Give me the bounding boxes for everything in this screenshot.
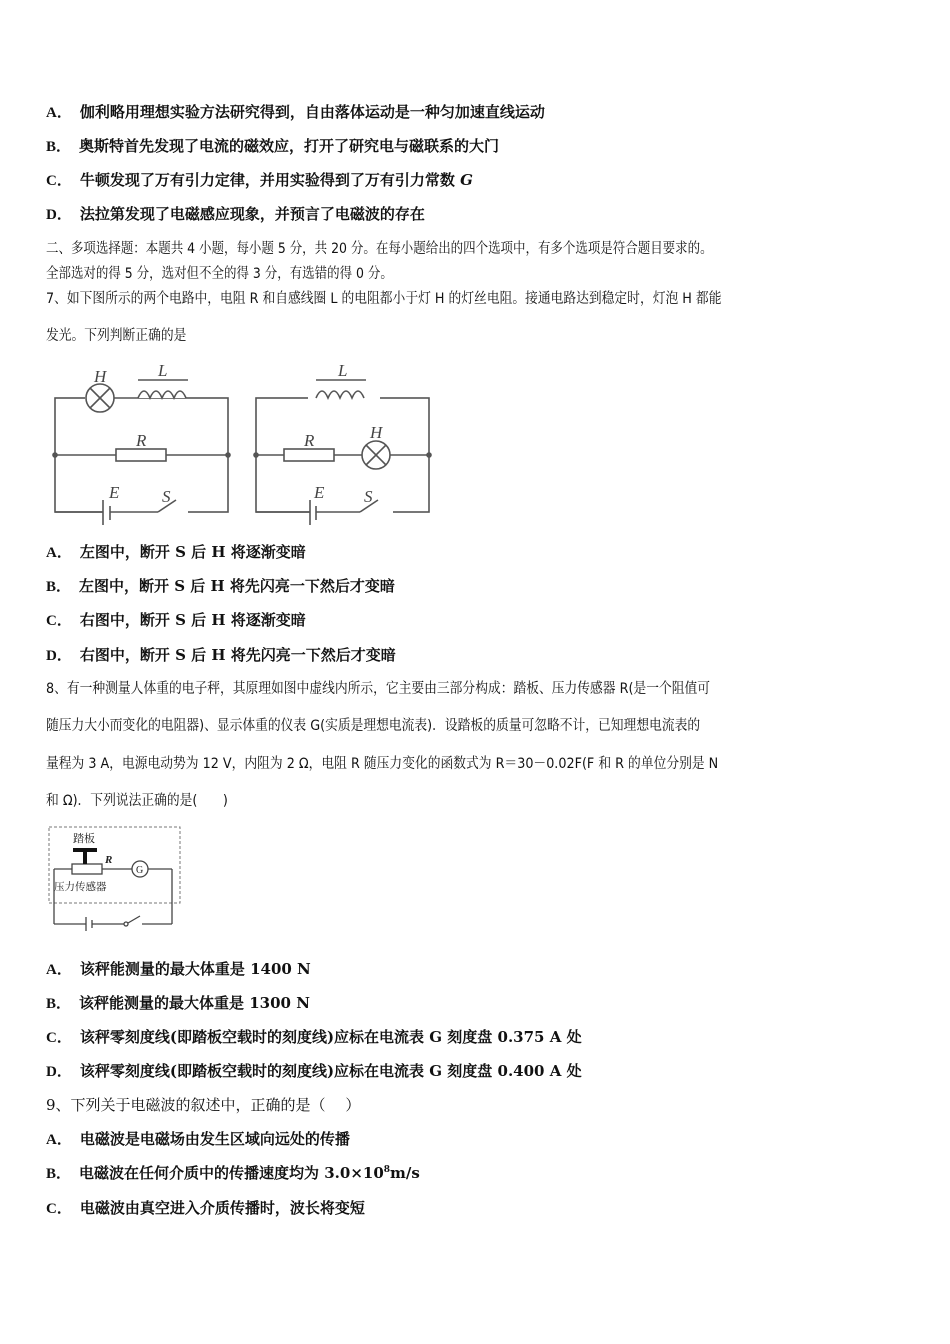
q7-option-d <box>46 645 396 666</box>
label-l-left: L <box>158 361 168 380</box>
q7-stem-line1: 7、如下图所示的两个电路中，电阻 R 和自感线圈 L 的电阻都小于灯 H 的灯丝电阻。接通电路达到稳定时，灯泡 H 都能 <box>46 291 722 307</box>
q6-option-a <box>46 102 545 123</box>
label-pedal: 踏板 <box>73 832 95 845</box>
option-text: 伽利略用理想实验方法研究得到，自由落体运动是一种匀加速直线运动 <box>79 103 545 121</box>
exponent: 8 <box>383 1165 391 1175</box>
q8-scale-circuit-figure <box>46 824 186 936</box>
option-text: 该秤零刻度线(即踏板空载时的刻度线)应标在电流表 G 刻度盘 0.375 A 处 <box>79 1028 582 1046</box>
q8-option-c <box>46 1027 582 1048</box>
option-text: 法拉第发现了电磁感应现象，并预言了电磁波的存在 <box>79 205 425 223</box>
option-text: 右图中，断开 S 后 H 将逐渐变暗 <box>79 611 306 629</box>
q8-option-d <box>46 1061 582 1082</box>
label-s-left: S <box>162 487 171 506</box>
q9-option-b <box>46 1163 420 1184</box>
label-sensor: 压力传感器 <box>54 881 107 893</box>
section-header-line2: 全部选对的得 5 分，选对但不全的得 3 分，有选错的得 0 分。 <box>46 266 393 282</box>
q9-option-c <box>46 1198 365 1219</box>
option-text: 奥斯特首先发现了电流的磁效应，打开了研究电与磁联系的大门 <box>79 137 500 155</box>
option-label: D． <box>46 207 72 223</box>
q8-stem-line1: 8、有一种测量人体重的电子秤，其原理如图中虚线内所示，它主要由三部分构成：踏板、压力传感器 R(是一个阻值可 <box>46 681 711 697</box>
q8-stem-line3: 量程为 3 A，电源电动势为 12 V，内阻为 2 Ω，电阻 R 随压力变化的函数式为 R＝30－0.02F(F 和 R 的单位分别是 N <box>46 756 719 772</box>
label-g: G <box>136 865 144 876</box>
section-header-line1: 二、多项选择题：本题共 4 小题，每小题 5 分，共 20 分。在每小题给出的四个选项中，有多个选项是符合题目要求的。 <box>46 241 713 257</box>
q7-option-b <box>46 576 395 597</box>
option-text: 电磁波在任何介质中的传播速度均为 3.0×10 <box>79 1164 384 1182</box>
option-italic-symbol: G <box>460 171 473 189</box>
option-label: B． <box>46 996 72 1012</box>
option-text: 左图中，断开 S 后 H 将先闪亮一下然后才变暗 <box>79 577 395 595</box>
label-h-right: H <box>370 423 383 442</box>
option-text: 牛顿发现了万有引力定律，并用实验得到了万有引力常数 <box>79 171 455 189</box>
q6-option-c <box>46 170 473 191</box>
option-label: C． <box>46 613 72 629</box>
option-text: 该秤能测量的最大体重是 1300 N <box>79 994 310 1012</box>
label-h-left: H <box>94 367 107 386</box>
option-label: B． <box>46 139 72 155</box>
option-text: 左图中，断开 S 后 H 将逐渐变暗 <box>79 543 306 561</box>
option-label: C． <box>46 1030 72 1046</box>
q9-stem: 9、下列关于电磁波的叙述中，正确的是（ ） <box>46 1096 361 1114</box>
q6-option-b <box>46 136 499 157</box>
label-e-right: E <box>314 483 325 502</box>
q7-option-a <box>46 542 306 563</box>
label-l-right: L <box>338 361 348 380</box>
option-label: D． <box>46 1064 72 1080</box>
q7-stem-line2: 发光。下列判断正确的是 <box>46 328 187 344</box>
q8-stem-line2: 随压力大小而变化的电阻器)、显示体重的仪表 G(实质是理想电流表)．设踏板的质量可忽略不计，已知理想电流表的 <box>46 718 701 734</box>
label-e-left: E <box>109 483 120 502</box>
q6-option-d <box>46 204 425 225</box>
label-s-right: S <box>364 487 373 506</box>
label-r: R <box>105 854 113 866</box>
option-text: 右图中，断开 S 后 H 将先闪亮一下然后才变暗 <box>79 646 396 664</box>
option-label: C． <box>46 173 72 189</box>
option-label: C． <box>46 1201 72 1217</box>
option-label: A． <box>46 105 72 121</box>
option-label: A． <box>46 1132 72 1148</box>
q7-option-c <box>46 610 306 631</box>
option-label: A． <box>46 962 72 978</box>
q8-option-a <box>46 959 311 980</box>
option-text: 该秤零刻度线(即踏板空载时的刻度线)应标在电流表 G 刻度盘 0.400 A 处 <box>79 1062 582 1080</box>
option-label: A． <box>46 545 72 561</box>
option-text: 电磁波由真空进入介质传播时，波长将变短 <box>79 1199 365 1217</box>
option-label: D． <box>46 648 72 664</box>
option-label: B． <box>46 1166 72 1182</box>
unit: m/s <box>390 1164 420 1182</box>
q8-option-b <box>46 993 310 1014</box>
label-r-left: R <box>136 431 147 450</box>
option-text: 电磁波是电磁场由发生区域向远处的传播 <box>79 1130 350 1148</box>
q9-option-a <box>46 1129 350 1150</box>
label-r-right: R <box>304 431 315 450</box>
q8-stem-line4: 和 Ω)．下列说法正确的是( ) <box>46 793 228 809</box>
option-label: B． <box>46 579 72 595</box>
option-text: 该秤能测量的最大体重是 1400 N <box>79 960 311 978</box>
q7-circuit-figure <box>48 360 448 525</box>
